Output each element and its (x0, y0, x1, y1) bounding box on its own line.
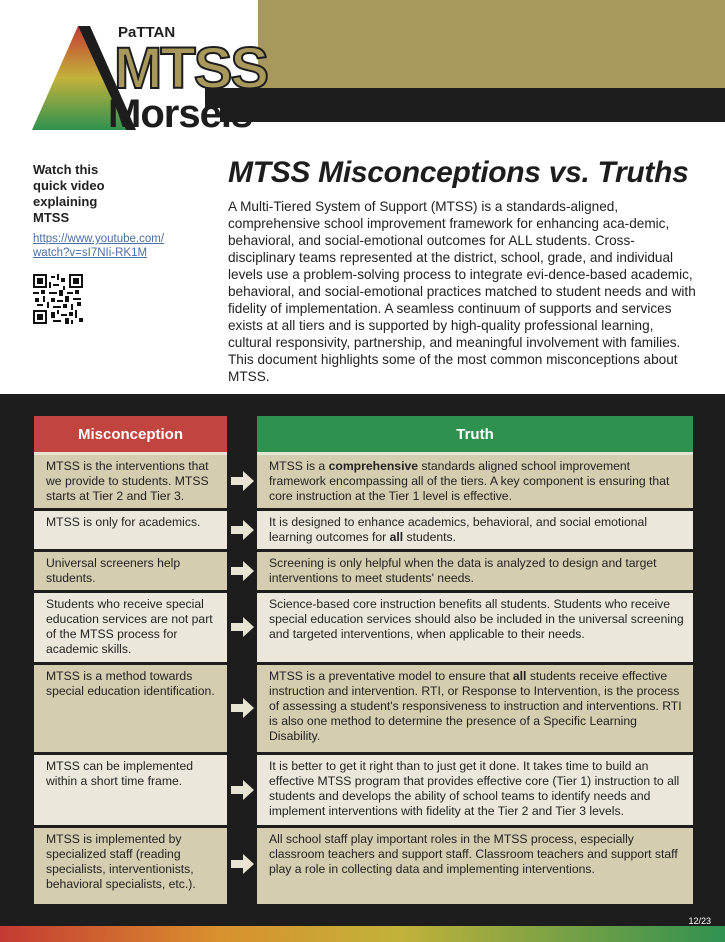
misconception-cell: Universal screeners help students. (34, 552, 227, 590)
header-banner (0, 0, 725, 140)
misconception-cell: MTSS is implemented by specialized staff (reading specialists, interventionists, behavioral specialists, etc.). (34, 828, 227, 904)
logo-morsels-text: Morsels (108, 92, 253, 136)
table-row (34, 593, 693, 662)
misconception-cell: MTSS is the interventions that we provide to students. MTSS starts at Tier 2 and Tier 3. (34, 455, 227, 508)
misconception-cell: Students who receive special education services are not part of the MTSS process for academic skills. (34, 593, 227, 662)
misconception-cell: MTSS is a method towards special education identification. (34, 665, 227, 752)
header-black-band (205, 88, 725, 108)
misconception-column-header: Misconception (34, 416, 227, 452)
truth-text: Science-based core instruction benefits all students. Students who receive special education services should also be included in the universal screening and targeted interventions, when applicable to their needs. (269, 597, 684, 641)
truth-cell (257, 455, 693, 508)
header-gold-band (258, 0, 725, 88)
video-link[interactable]: https://www.youtube.com/ watch?v=sI7NIi-RK1M (33, 233, 165, 259)
truth-column-header: Truth (257, 416, 693, 452)
footer-gradient-bar (0, 926, 725, 942)
truth-cell (257, 828, 693, 904)
arrow-right-icon (229, 615, 255, 639)
truth-text: Screening is only helpful when the data is analyzed to design and target interventions to meet students' needs. (269, 556, 657, 585)
truth-cell (257, 593, 693, 662)
truth-text: All school staff play important roles in the MTSS process, especially classroom teachers and support staff. Classroom teachers and support staff play a role in collecting data and implementing interventions. (269, 832, 678, 876)
logo-mtss-text: MTSS (114, 36, 268, 101)
qr-code-icon[interactable] (33, 274, 83, 324)
mtss-morsels-logo (30, 18, 270, 136)
table-row (34, 828, 693, 904)
arrow-right-icon (229, 778, 255, 802)
truth-text: MTSS is a (269, 459, 329, 473)
table-row (34, 755, 693, 825)
logo-pattan-text: PaTTAN (118, 24, 176, 41)
truth-text: It is designed to enhance academics, behavioral, and social emotional learning outcomes for (269, 515, 648, 544)
arrow-right-icon (229, 852, 255, 876)
misconception-cell: MTSS can be implemented within a short time frame. (34, 755, 227, 825)
truth-emphasis: comprehensive (328, 459, 419, 473)
arrow-right-icon (229, 696, 255, 720)
table-row (34, 665, 693, 752)
header-black-band-lower (220, 108, 725, 122)
misconceptions-table (0, 394, 725, 926)
page-title: MTSS Misconceptions vs. Truths (228, 156, 689, 189)
table-row (34, 511, 693, 549)
arrow-right-icon (229, 469, 255, 493)
truth-text: It is better to get it right than to just get it done. It takes time to build an effective MTSS program that provides effective core (Tier 1) instruction to all students and develops the ability of school teams to identify needs and implement interventions with fidelity at the Tier 2 and Tier 3 levels. (269, 759, 680, 818)
truth-text: students. (403, 530, 457, 544)
table-row (34, 455, 693, 508)
truth-cell (257, 552, 693, 590)
truth-text: students receive effective instruction and intervention. RTI, or Response to Intervention, is the process of assessing a student's responsiveness to instruction and interventions. RTI is also one method to determine the presence of a Specific Learning Disability. (269, 669, 682, 743)
page-number: 12/23 (688, 916, 711, 926)
truth-cell (257, 511, 693, 549)
arrow-right-icon (229, 518, 255, 542)
intro-paragraph: A Multi-Tiered System of Support (MTSS) is a standards-aligned, comprehensive school improvement framework for enhancing aca-demic, behavioral, and social-emotional outcomes for ALL students. Cross-disciplinary teams represented at the district, school, grade, and individual levels use a problem-solving process to integrate evi-dence-based academic, behavioral, and social-emotional practices matched to student needs and with fidelity of implementation. A seamless continuum of supports and services exists at all tiers and is supported by high-quality professional learning, cultural responsivity, partnership, and meaningful involvement with families. This document highlights some of the most common misconceptions about MTSS. (228, 199, 696, 384)
arrow-right-icon (229, 559, 255, 583)
truth-emphasis: all (389, 530, 404, 544)
truth-text: standards aligned school improvement framework encompassing all of the tiers. A key component is ensuring that core instruction at the Tier 1 level is effective. (269, 459, 670, 503)
table-row (34, 552, 693, 590)
video-caption: Watch this quick video explaining MTSS (33, 162, 105, 225)
truth-cell (257, 665, 693, 752)
video-sidebar (33, 162, 193, 329)
misconception-cell: MTSS is only for academics. (34, 511, 227, 549)
truth-emphasis: all (512, 669, 527, 683)
truth-cell (257, 755, 693, 825)
truth-text: MTSS is a preventative model to ensure that (269, 669, 513, 683)
